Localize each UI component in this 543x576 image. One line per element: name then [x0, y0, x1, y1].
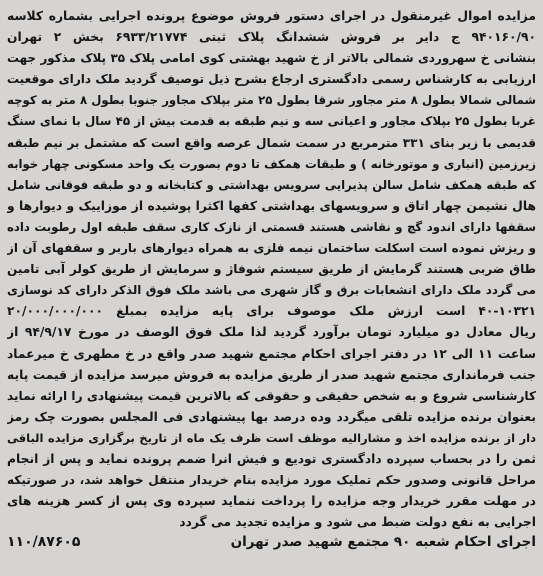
- notice-line: اجرایی به نفع دولت ضبط می شود و مزایده تجدید می گردد: [179, 515, 536, 530]
- notice-line: و ریزش نموده است اسکلت ساختمان نیمه فلزی به همراه دیوارهای باربر و سقفهای آن از: [7, 241, 536, 256]
- notice-line: دار از برنده مزایده اخذ و مشارالیه موظف است ظرف یک ماه از تاریخ برگزاری مزایده الباقی: [7, 430, 536, 445]
- notice-line: می گردد ملک دارای انشعابات برق و گاز شهری می باشد ملک فوق الذکر دارای کد نوسازی: [7, 283, 536, 298]
- notice-line: بعنوان برنده مزایده تلقی میگردد وده درصد بها پیشنهادی فی المجلس بصورت چک رمز: [7, 409, 536, 424]
- notice-line: ۹۴۰۱۶۰/۹۰ ج دایر بر فروش ششدانگ پلاک ثبتی ۶۹۳۳/۲۱۷۷۴ بخش ۲ تهران: [7, 30, 536, 45]
- notice-line: ثمن را در بحساب سپرده دادگستری تودیع و فیش انرا ضمم پرونده نماید و پس از انجام: [7, 451, 536, 466]
- notice-line: ساعت ۱۱ الی ۱۲ در دفتر اجرای احکام مجتمع شهید صدر واقع در خ مطهری خ میرعماد: [7, 346, 536, 361]
- notice-line: سقفها دارای اندود گچ و نقاشی هستند قسمتی از نازک کاری سقف طبقه اول رطوبت داده: [7, 219, 536, 234]
- notice-line: هال نشیمن چهار اتاق و سرویسهای بهداشتی کفها اکثرا پوشیده از موزاییک و دیوارها و: [7, 198, 536, 213]
- notice-footer: [7, 534, 536, 550]
- notice-code: ۱۱۰/۸۷۶۰۵: [7, 534, 81, 551]
- notice-line: ارزیابی به کارشناس رسمی دادگستری ارجاع بشرح ذیل توصیف گردید ملک دارای موقعیت: [7, 72, 536, 87]
- notice-line: ۴۰-۱۰۳۲۱ است ارزش ملک موصوف برای پایه مزایده بمبلغ ۲۰/۰۰۰/۰۰۰/۰۰۰: [7, 304, 536, 319]
- notice-line: زیرزمین (انباری و موتورخانه ) و طبقات همکف تا دوم بصورت یک واحد مسکونی چهار خوابه: [7, 156, 536, 171]
- notice-line: که طبقه همکف شامل سالن پذیرایی سرویس بهداشتی و کتابخانه و دو طبقه فوقانی شامل: [7, 177, 536, 192]
- notice-line: مزایده اموال غیرمنقول در اجرای دستور فروش موضوع پرونده اجرایی بشماره کلاسه: [7, 9, 536, 23]
- issuer-signature: اجرای احکام شعبه ۹۰ مجتمع شهید صدر تهران: [230, 534, 536, 551]
- notice-line: غربا بطول ۲۵ بپلاک مجاور و اعیانی سه و نیم طبقه به قدمت بیش از ۴۵ سال با نمای سنگ: [7, 114, 536, 129]
- notice-line: در مهلت مقرر خریدار وجه مزایده را پرداخت ننماید سپرده وی پس از کسر هزینه های: [7, 494, 536, 509]
- notice-line: مراحل قانونی وصدور حکم تملیک مورد مزایده بنام خریدار منتقل خواهد شد، در صورتیکه: [7, 473, 536, 488]
- notice-line: قدیمی با زیر بنای ۳۳۱ مترمربع در سمت شمال عرصه واقع است که مشتمل بر نیم طبقه: [7, 135, 536, 150]
- notice-line: بنشانی خ سهروردی شمالی بالاتر از خ شهید بهشتی کوی امامی پلاک ۳۵ پلاک مذکور جهت: [7, 51, 536, 66]
- notice-body: [7, 6, 536, 533]
- notice-line: کارشناسی شروع و به شخص حقیقی و حقوقی که بالاترین قیمت پیشنهادی را ارائه نماید: [7, 388, 536, 403]
- notice-line: جنب فرمانداری مجتمع شهید صدر از طریق مزایده به فروش میرسد مزایده از قیمت پایه: [7, 367, 536, 382]
- notice-line: طاق ضربی هستند گرمایش از طریق سیستم شوفاژ و سرمایش از طریق کولر آبی تامین: [7, 262, 536, 277]
- notice-line: ریال معادل دو میلیارد تومان برآورد گردید لذا ملک فوق الوصف در مورخ ۹۴/۹/۱۷ از: [7, 325, 536, 340]
- notice-line: شمالی شمالا بطول ۸ متر مجاور شرقا بطول ۲۵ متر بپلاک مجاور جنوبا بطول ۸ متر به کوچه: [7, 93, 536, 108]
